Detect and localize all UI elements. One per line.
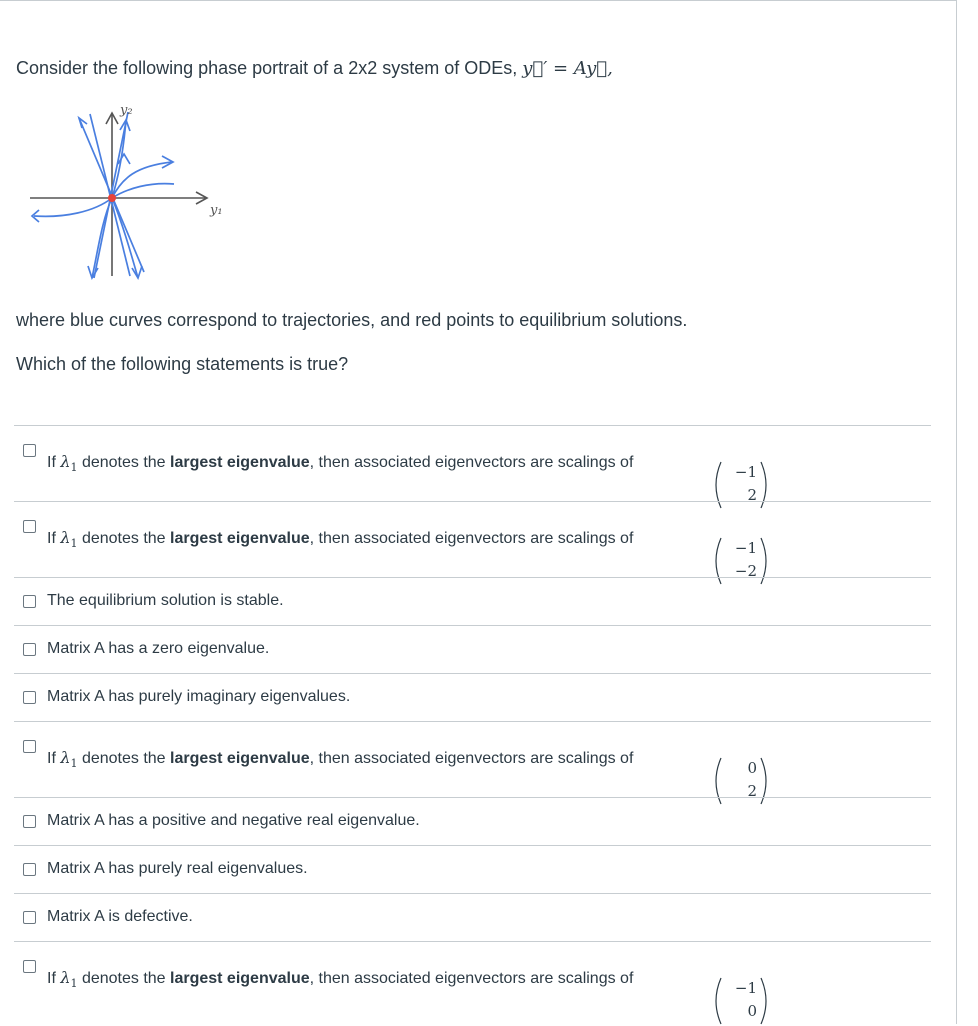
eigenvector-entry-2: 0: [747, 1002, 757, 1020]
answer-bold-text: largest eigenvalue: [170, 750, 310, 767]
lambda-subscript: 1: [70, 537, 78, 551]
eigenvector-entry-1: −1: [734, 463, 757, 481]
eigenvector-entry-2: 2: [747, 486, 757, 504]
answer-bold-text: largest eigenvalue: [170, 970, 310, 987]
lambda-subscript: 1: [70, 757, 78, 771]
trajectory-curve-right: [112, 184, 174, 198]
lambda-symbol: [60, 452, 78, 475]
answer-label: Matrix A has purely imaginary eigenvalues.: [47, 688, 351, 705]
answer-suffix: , then associated eigenvectors are scalings of: [309, 970, 634, 987]
answer-checkbox[interactable]: [23, 740, 36, 753]
answer-label: Matrix A has a positive and negative real eigenvalue.: [47, 812, 420, 829]
answer-checkbox[interactable]: [23, 815, 36, 828]
answer-option-1[interactable]: [14, 425, 931, 504]
phase-portrait: [24, 100, 244, 300]
answer-suffix: , then associated eigenvectors are scalings of: [309, 530, 634, 547]
answer-label: The equilibrium solution is stable.: [47, 592, 284, 609]
frame-right-border: [956, 0, 957, 1024]
answer-list: [14, 425, 931, 1020]
answer-label: [47, 968, 757, 1020]
answer-option-10[interactable]: [14, 941, 931, 1020]
answer-label: [47, 452, 757, 504]
answer-label: Matrix A is defective.: [47, 908, 193, 925]
lambda-symbol: [60, 748, 78, 771]
answer-option-6[interactable]: [14, 721, 931, 800]
trajectories: [32, 112, 174, 278]
answer-prefix: If: [47, 530, 56, 547]
answer-suffix: , then associated eigenvectors are scalings of: [309, 454, 634, 471]
answer-mid-text: denotes the: [81, 530, 166, 547]
answer-option-5[interactable]: [14, 673, 931, 721]
answer-checkbox[interactable]: [23, 595, 36, 608]
question-prompt: Which of the following statements is true?: [16, 354, 349, 374]
y2-axis-label: y₂: [120, 103, 133, 118]
eigenvector: [711, 976, 771, 1026]
trajectory-curve-lower-right: [112, 198, 138, 278]
answer-label: Matrix A has a zero eigenvalue.: [47, 640, 270, 657]
ode-equation: y⃗′ = Ay⃗,: [522, 58, 613, 79]
answer-checkbox[interactable]: [23, 520, 36, 533]
answer-checkbox[interactable]: [23, 863, 36, 876]
lambda-letter: λ: [60, 528, 71, 547]
answer-checkbox[interactable]: [23, 911, 36, 924]
answer-checkbox[interactable]: [23, 960, 36, 973]
answer-checkbox[interactable]: [23, 691, 36, 704]
answer-label: [47, 748, 757, 800]
lambda-letter: λ: [60, 452, 71, 471]
lambda-letter: λ: [60, 748, 71, 767]
lambda-subscript: 1: [70, 461, 78, 475]
answer-option-2[interactable]: [14, 501, 931, 580]
question-caption: where blue curves correspond to trajectories, and red points to equilibrium solutions.: [16, 310, 688, 330]
answer-mid-text: denotes the: [81, 970, 166, 987]
answer-checkbox[interactable]: [23, 643, 36, 656]
answer-option-8[interactable]: [14, 845, 931, 893]
answer-bold-text: largest eigenvalue: [170, 454, 310, 471]
answer-prefix: If: [47, 750, 56, 767]
answer-label: [47, 528, 757, 580]
eigenvector-entry-1: −1: [734, 539, 757, 557]
answer-option-3[interactable]: [14, 577, 931, 625]
trajectory-curve-left: [34, 198, 112, 216]
lambda-symbol: [60, 528, 78, 551]
lambda-letter: λ: [60, 968, 71, 987]
lambda-symbol: [60, 968, 78, 991]
question-intro: Consider the following phase portrait of a 2x2 system of ODEs, y⃗′ = Ay⃗,: [16, 58, 613, 79]
answer-prefix: If: [47, 970, 56, 987]
answer-checkbox[interactable]: [23, 444, 36, 457]
phase-portrait-svg: [24, 100, 244, 300]
answer-prefix: If: [47, 454, 56, 471]
answer-option-7[interactable]: [14, 797, 931, 845]
eigenvector-entry-1: 0: [747, 759, 757, 777]
answer-mid-text: denotes the: [81, 454, 166, 471]
eigenvector-entry-2: −2: [734, 562, 757, 580]
answer-option-4[interactable]: [14, 625, 931, 673]
equilibrium-point: [108, 194, 116, 202]
answer-label: Matrix A has purely real eigenvalues.: [47, 860, 308, 877]
answer-bold-text: largest eigenvalue: [170, 530, 310, 547]
answer-mid-text: denotes the: [81, 750, 166, 767]
answer-option-9[interactable]: [14, 893, 931, 941]
answer-suffix: , then associated eigenvectors are scalings of: [309, 750, 634, 767]
lambda-subscript: 1: [70, 977, 78, 991]
eigenvector-entry-2: 2: [747, 782, 757, 800]
frame-top-border: [0, 0, 957, 1]
y1-axis-label: y₁: [210, 203, 223, 218]
eigenvector-entry-1: −1: [734, 979, 757, 997]
